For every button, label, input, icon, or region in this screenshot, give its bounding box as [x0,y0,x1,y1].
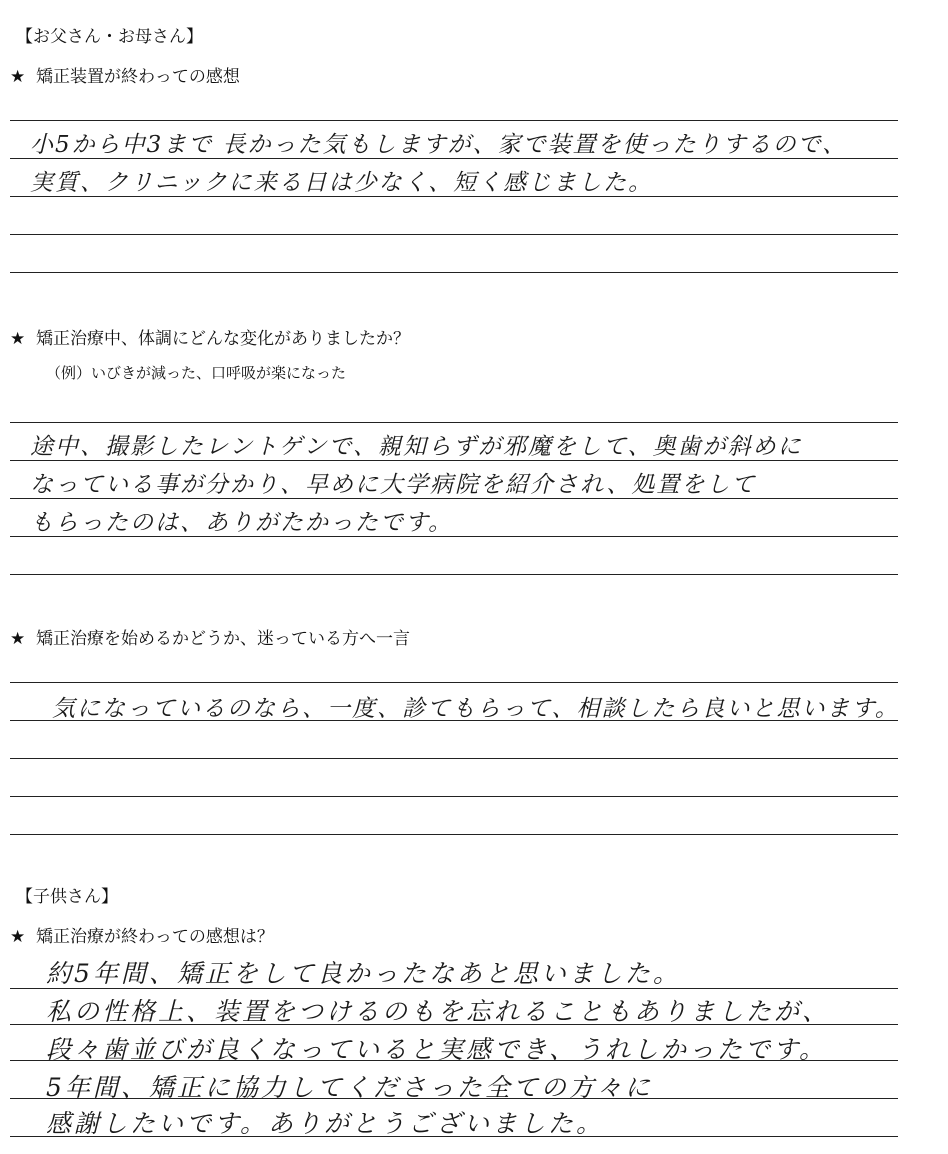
writing-line [10,796,898,797]
section-label-parents: 【お父さん・お母さん】 [16,27,203,47]
handwritten-answer-line: 気になっているのなら、一度、診てもらって、相談したら良いと思います。 [52,696,900,722]
question-parents-2 [10,324,410,349]
question-text: 矯正治療中、体調にどんな変化がありましたか？ [36,329,410,349]
question-parents-3 [10,624,410,649]
handwritten-answer-line: なっている事が分かり、早めに大学病院を紹介され、処置をして [30,472,757,498]
writing-line [10,574,898,575]
writing-line [10,834,898,835]
handwritten-answer-line: 私の性格上、装置をつけるのもを忘れることもありましたが、 [46,997,831,1026]
handwritten-answer-line: もらったのは、ありがたかったです。 [30,510,454,536]
question-example: （例）いびきが減った、口呼吸が楽になった [46,364,347,382]
writing-line [10,758,898,759]
question-parents-1 [10,62,240,87]
question-text: 矯正治療が終わっての感想は？ [36,927,274,947]
handwritten-answer-line: 段々歯並びが良くなっていると実感でき、うれしかったです。 [46,1035,828,1064]
question-text: 矯正装置が終わっての感想 [36,67,240,87]
writing-line [10,234,898,235]
handwritten-answer-line: 途中、撮影したレントゲンで、親知らずが邪魔をして、奥歯が斜めに [30,434,803,460]
star-icon: ★ [10,67,26,87]
handwritten-answer-line: 実質、クリニックに来る日は少なく、短く感じました。 [30,170,654,196]
star-icon: ★ [10,329,26,349]
handwritten-answer-line: 約5年間、矯正をして良かったなあと思いました。 [46,959,681,988]
handwritten-answer-line: 感謝したいです。ありがとうございました。 [46,1109,605,1138]
writing-line [10,272,898,273]
writing-line [10,422,898,423]
section-label-child: 【子供さん】 [16,887,118,907]
star-icon: ★ [10,629,26,649]
writing-line [10,682,898,683]
handwritten-answer-line: 小5から中3まで 長かった気もしますが、家で装置を使ったりするので、 [30,132,848,158]
question-child-1 [10,922,274,947]
question-text: 矯正治療を始めるかどうか、迷っている方へ一言 [36,629,410,649]
writing-line [10,120,898,121]
handwritten-answer-line: 5年間、矯正に協力してくださった全ての方々に [46,1073,653,1102]
star-icon: ★ [10,927,26,947]
